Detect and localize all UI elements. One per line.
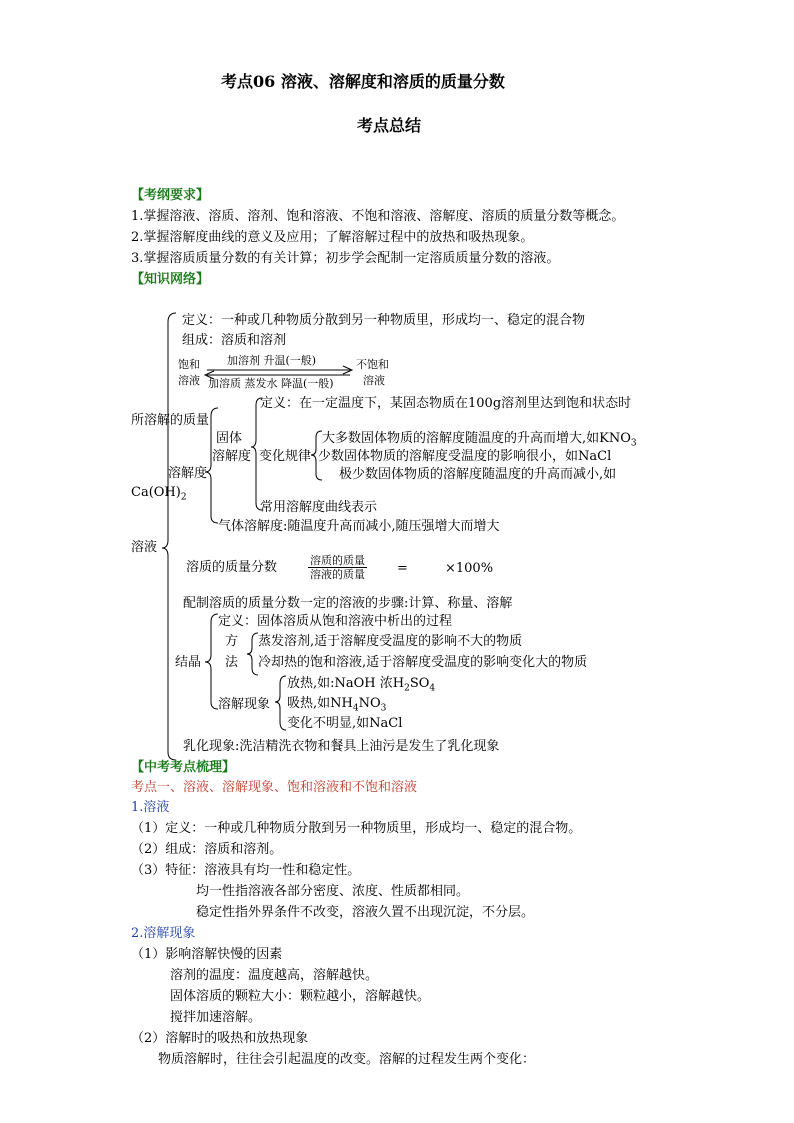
section-2-heading: 2.溶解现象 (131, 926, 196, 941)
crystal-definition: 定义：固体溶质从饱和溶液中析出的过程 (218, 614, 453, 629)
method-label-b: 法 (225, 655, 239, 670)
section-2-item-2: （2）溶解时的吸热和放热现象 (131, 1031, 309, 1046)
section-1-heading: 1.溶液 (131, 800, 170, 815)
crystal-label: 结晶 (175, 655, 202, 670)
rule-3-tail: $Ca(OH)_2$ (131, 485, 187, 503)
solid-definition-cont: 所溶解的质量 (131, 413, 210, 428)
network-root: 溶液 (131, 540, 158, 555)
heat-in: 吸热,如$NH_4NO_3$ (287, 696, 387, 714)
mass-fraction-formula (308, 554, 367, 581)
arrow-top-label: 加溶剂 升温(一般) (227, 354, 317, 367)
section-1-item-3: （3）特征：溶液具有均一性和稳定性。 (131, 863, 361, 878)
page-subtitle: 考点总结 (357, 116, 422, 135)
section-2-item-1b: 固体溶质的颗粒大小：颗粒越小，溶解越快。 (170, 989, 431, 1004)
method-1: 蒸发溶剂,适于溶解度受温度的影响不大的物质 (258, 634, 523, 649)
solubility-curve: 常用溶解度曲线表示 (260, 500, 378, 515)
formula-equals: = (397, 561, 408, 576)
outline-item-3: 3.掌握溶质质量分数的有关计算；初步学会配制一定溶质质量分数的溶液。 (131, 251, 560, 266)
fraction-denominator: 溶液的质量 (310, 568, 365, 581)
change-rule-label: 变化规律 (259, 449, 312, 464)
arrow-bottom-label: 加溶质 蒸发水 降温(一般) (208, 377, 334, 390)
review-heading: 【中考考点梳理】 (131, 760, 236, 775)
rule-2: 少数固体物质的溶解度受温度的影响很小，如NaCl (318, 449, 612, 464)
saturated-label: 饱和 (178, 358, 200, 371)
dissolve-phenomena-label: 溶解现象 (218, 697, 271, 712)
page-title: 考点06 溶液、溶解度和溶质的质量分数 (221, 72, 505, 91)
no-change: 变化不明显,如NaCl (287, 716, 403, 731)
section-2-item-1a: 溶剂的温度：温度越高，溶解越快。 (170, 968, 379, 983)
heat-out: 放热,如:NaOH 浓$H_2SO_4$ (287, 676, 436, 694)
mass-fraction-label: 溶质的质量分数 (186, 560, 278, 575)
solid-definition: 定义：在一定温度下，某固态物质在100g溶剂里达到饱和状态时 (260, 396, 632, 411)
method-label-a: 方 (225, 634, 239, 649)
solubility-label: 溶解度 (168, 466, 208, 481)
solid-label: 固体 (216, 431, 243, 446)
section-1-item-3a: 均一性指溶液各部分密度、浓度、性质都相同。 (196, 884, 470, 899)
prepare-steps: 配制溶质的质量分数一定的溶液的步骤:计算、称量、溶解 (183, 596, 513, 611)
network-definition: 定义：一种或几种物质分散到另一种物质里，形成均一、稳定的混合物 (182, 313, 586, 328)
section-1-item-2: （2）组成：溶质和溶剂。 (131, 842, 283, 857)
unsaturated-label: 不饱和 (356, 358, 389, 371)
section-1-item-3b: 稳定性指外界条件不改变，溶液久置不出现沉淀，不分层。 (196, 905, 535, 920)
outline-item-1: 1.掌握溶液、溶质、溶剂、饱和溶液、不饱和溶液、溶解度、溶质的质量分数等概念。 (131, 209, 625, 224)
formula-percent: ×100% (445, 561, 494, 576)
method-2: 冷却热的饱和溶液,适于溶解度受温度的影响变化大的物质 (258, 655, 588, 670)
emulsion: 乳化现象:洗洁精洗衣物和餐具上油污是发生了乳化现象 (183, 739, 500, 754)
review-point-1: 考点一、溶液、溶解现象、饱和溶液和不饱和溶液 (131, 780, 418, 795)
network-composition: 组成：溶质和溶剂 (182, 333, 287, 348)
section-2-item-1: （1）影响溶解快慢的因素 (131, 947, 283, 962)
rule-1: 大多数固体物质的溶解度随温度的升高而增大,如$KNO_3$ (322, 431, 637, 449)
network-heading: 【知识网络】 (131, 272, 210, 287)
section-2-item-1c: 搅拌加速溶解。 (170, 1010, 262, 1025)
unsaturated-solution-label: 溶液 (363, 374, 385, 387)
rule-3: 极少数固体物质的溶解度随温度的升高而减小,如 (339, 467, 617, 482)
fraction-numerator: 溶质的质量 (310, 554, 365, 567)
gas-solubility: 气体溶解度:随温度升高而减小,随压强增大而增大 (218, 519, 500, 534)
saturated-solution-label: 溶液 (178, 374, 200, 387)
outline-heading: 【考纲要求】 (131, 188, 210, 203)
section-1-item-1: （1）定义：一种或几种物质分散到另一种物质里，形成均一、稳定的混合物。 (131, 821, 582, 836)
outline-item-2: 2.掌握溶解度曲线的意义及应用；了解溶解过程中的放热和吸热现象。 (131, 230, 534, 245)
section-2-item-2a: 物质溶解时，往往会引起温度的改变。溶解的过程发生两个变化： (158, 1052, 536, 1067)
solid-solubility-label: 溶解度 (212, 449, 252, 464)
